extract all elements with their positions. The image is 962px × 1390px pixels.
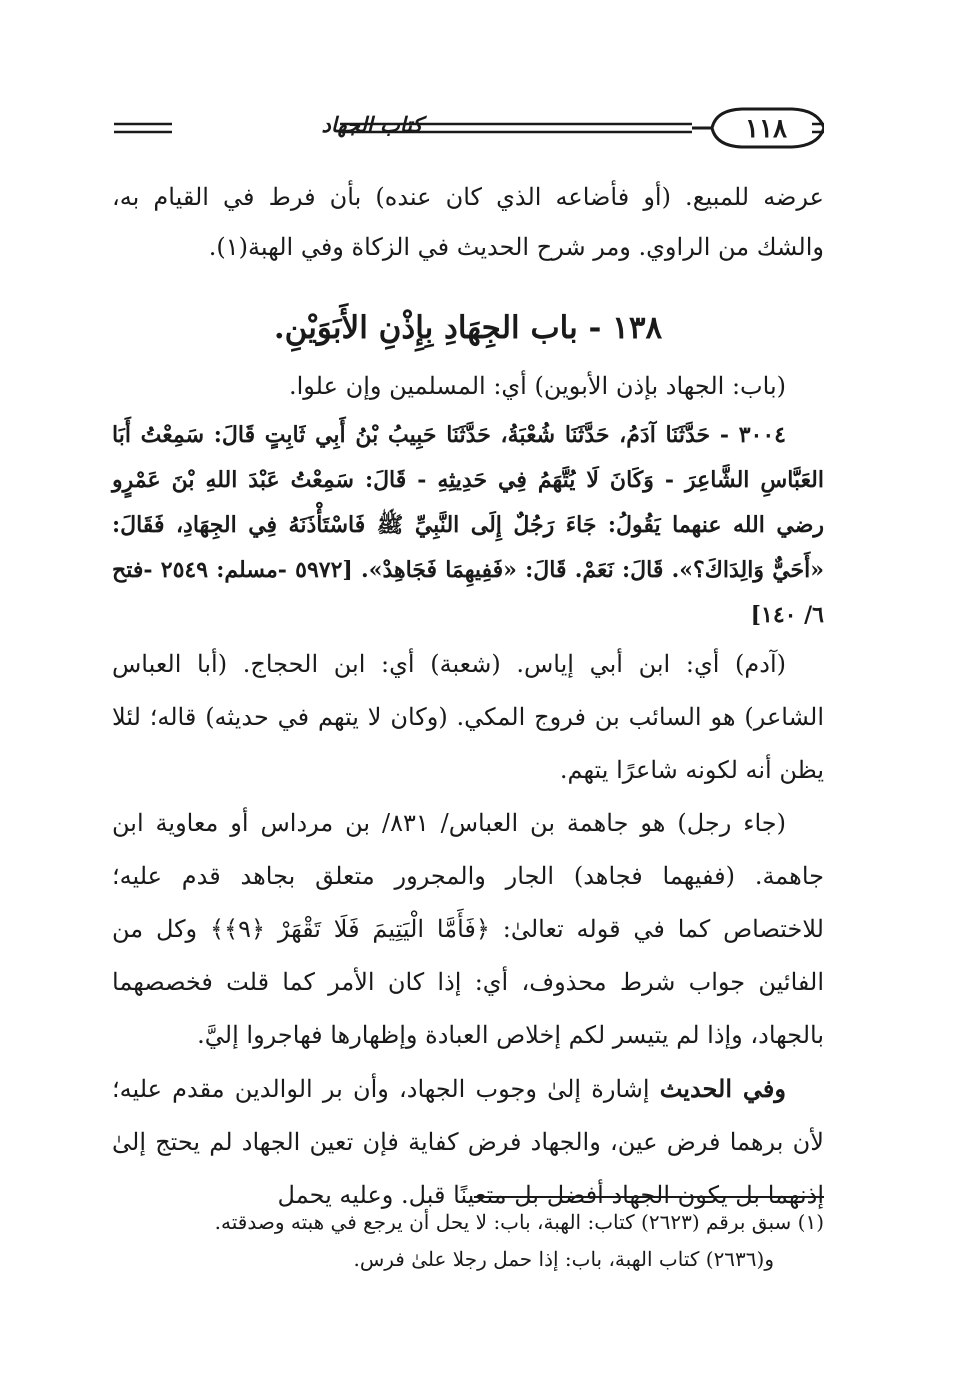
lesson-paragraph bbox=[112, 1062, 824, 1222]
intro-block bbox=[112, 172, 824, 272]
intro-paragraph: عرضه للمبيع. (أو فأضاعه الذي كان عنده) بأن فرط في القيام به، والشك من الراوي. ومر شرح الحديث في الزكاة وفي الهبة(١). bbox=[112, 183, 824, 261]
footnote-line: (١) سبق برقم (٢٦٢٣) كتاب: الهبة، باب: لا يحل أن يرجع في هبته وصدقته. bbox=[214, 1210, 824, 1234]
page-number: ١١٨ bbox=[745, 114, 787, 144]
footnotes bbox=[112, 1204, 824, 1278]
main-text bbox=[112, 360, 824, 1222]
footnote-line: و(٢٦٣٦) كتاب الهبة، باب: إذا حمل رجلا علىٰ فرس. bbox=[353, 1247, 774, 1271]
narrators-commentary: (آدم) أي: ابن أبي إياس. (شعبة) أي: ابن الحجاج. (أبا العباس الشاعر) هو السائب بن فروج المكي. (وكان لا يتهم في حديثه) قاله؛ لئلا يظن أنه لكونه شاعرًا يتهم. bbox=[112, 650, 824, 784]
page-header bbox=[112, 104, 824, 154]
chapter-title: ١٣٨ - باب الجِهَادِ بِإِذْنِ الأَبَوَيْنِ. bbox=[273, 310, 663, 346]
man-commentary: (جاء رجل) هو جاهمة بن العباس/ ٨٣١/ بن مرداس أو معاوية ابن جاهمة. (ففيهما فجاهد) الجار والمجرور متعلق بجاهد قدم عليه؛ للاختصاص كما في قوله تعالىٰ: ﴿فَأَمَّا الْيَتِيمَ فَلَا تَقْهَرْ ﴿٩﴾﴾ وكل من الفائين جواب شرط محذوف، أي: إذا كان الأمر كما قلت فخصصهما بالجهاد، وإذا لم يتيسر لكم إخلاص العبادة وإظهارها فهاجروا إليَّ. bbox=[112, 809, 824, 1049]
running-title: كتاب الجهاد bbox=[321, 112, 423, 137]
bab-explanation: (باب: الجهاد بإذن الأبوين) أي: المسلمين وإن علوا. bbox=[288, 372, 786, 400]
lesson-lead: وفي الحديث bbox=[659, 1074, 786, 1103]
lesson-rest: إشارة إلىٰ وجوب الجهاد، وأن بر الوالدين مقدم عليه؛ لأن برهما فرض عين، والجهاد فرض كفاية فإن تعين الجهاد لم يحتج إلىٰ إذنهما بل يكون الجهاد أفضل بل متعينًا قبل. وعليه يحمل bbox=[112, 1075, 824, 1209]
footnote-separator bbox=[474, 1196, 824, 1198]
hadith-text: ٣٠٠٤ - حَدَّثَنَا آدَمُ، حَدَّثَنَا شُعْبَةُ، حَدَّثَنَا حَبِيبُ بْنُ أَبِي ثَابِتٍ قَالَ: سَمِعْتُ أَبَا العَبَّاسِ الشَّاعِرَ - وَكَانَ لَا يُتَّهَمُ فِي حَدِيثِهِ - قَالَ: سَمِعْتُ عَبْدَ اللهِ بْنَ عَمْرٍو رضي الله عنهما يَقُولُ: جَاءَ رَجُلٌ إِلَى النَّبِيِّ ﷺ فَاسْتَأْذَنَهُ فِي الجِهَادِ، فَقَالَ: «أَحَيٌّ وَالِدَاكَ؟». قَالَ: نَعَمْ. قَالَ: «فَفِيهِمَا فَجَاهِدْ». [٥٩٧٢ -مسلم: ٢٥٤٩ -فتح ٦/ ١٤٠] bbox=[112, 422, 824, 628]
